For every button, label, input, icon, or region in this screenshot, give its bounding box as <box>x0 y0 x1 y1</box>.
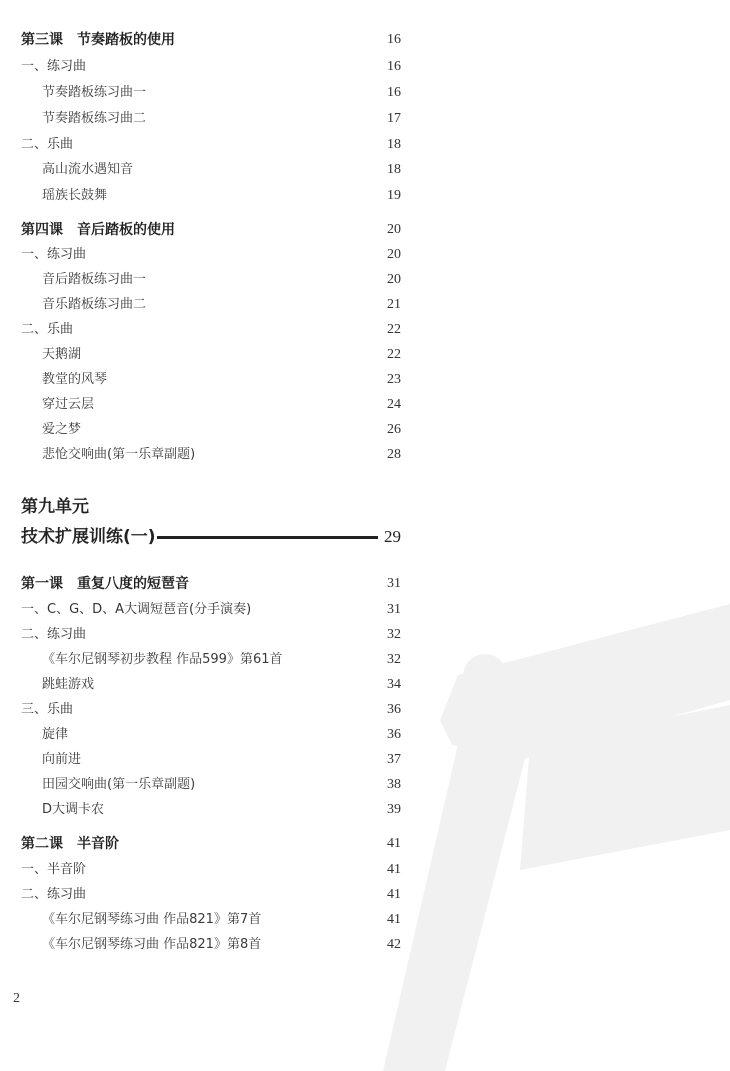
toc-label: 音乐踏板练习曲二 <box>42 297 147 312</box>
toc-label: 二、练习曲 <box>21 627 87 642</box>
toc-item-row[interactable] <box>0 184 730 208</box>
toc-label: 向前进 <box>42 752 82 767</box>
toc-label: 穿过云层 <box>42 397 95 412</box>
toc-page-number: 31 <box>387 602 401 617</box>
toc-label: 高山流水遇知音 <box>42 162 134 177</box>
toc-page-number: 31 <box>387 576 401 591</box>
toc-page-number: 16 <box>387 85 401 100</box>
toc-page-number: 32 <box>387 627 401 642</box>
toc-label: 一、练习曲 <box>21 247 87 262</box>
toc-page-number: 26 <box>387 422 401 437</box>
toc-lesson-row[interactable] <box>0 832 730 856</box>
toc-label: 瑶族长鼓舞 <box>42 188 108 203</box>
toc-page-number: 16 <box>387 32 401 47</box>
toc-label: 旋律 <box>42 727 69 742</box>
toc-item-row[interactable] <box>0 343 730 367</box>
unit-leader-rule <box>157 536 378 539</box>
toc-item-row[interactable] <box>0 368 730 392</box>
toc-label: 一、C、G、D、A大调短琶音(分手演奏) <box>21 602 252 617</box>
toc-label: 《车尔尼钢琴练习曲 作品821》第8首 <box>42 937 262 952</box>
toc-item-row[interactable] <box>0 293 730 317</box>
toc-item-row[interactable] <box>0 933 730 957</box>
toc-item-row[interactable] <box>0 393 730 417</box>
toc-item-row[interactable] <box>0 908 730 932</box>
unit-subtitle: 技术扩展训练(一) <box>21 527 156 547</box>
toc-section-row[interactable] <box>0 55 730 79</box>
toc-label: D大调卡农 <box>42 802 105 817</box>
toc-lesson-row[interactable] <box>0 28 730 52</box>
toc-page-number: 21 <box>387 297 401 312</box>
toc-label: 节奏踏板练习曲二 <box>42 111 147 126</box>
toc-page-number: 18 <box>387 137 401 152</box>
toc-section-row[interactable] <box>0 698 730 722</box>
toc-page-number: 28 <box>387 447 401 462</box>
toc-page-number: 19 <box>387 188 401 203</box>
toc-label: 音后踏板练习曲一 <box>42 272 147 287</box>
toc-page-number: 42 <box>387 937 401 952</box>
toc-lesson-row[interactable] <box>0 572 730 596</box>
toc-page-number: 16 <box>387 59 401 74</box>
toc-label: 第三课 节奏踏板的使用 <box>21 32 175 48</box>
toc-item-row[interactable] <box>0 798 730 822</box>
toc-section-row[interactable] <box>0 858 730 882</box>
toc-item-row[interactable] <box>0 723 730 747</box>
page-number: 2 <box>13 991 20 1006</box>
toc-item-row[interactable] <box>0 773 730 797</box>
toc-page-number: 22 <box>387 347 401 362</box>
toc-label: 第一课 重复八度的短琶音 <box>21 576 189 592</box>
toc-item-row[interactable] <box>0 268 730 292</box>
toc-label: 跳蛙游戏 <box>42 677 95 692</box>
toc-section-row[interactable] <box>0 598 730 622</box>
toc-label: 一、半音阶 <box>21 862 87 877</box>
toc-page-number: 20 <box>387 247 401 262</box>
toc-page-number: 18 <box>387 162 401 177</box>
toc-page-number: 20 <box>387 272 401 287</box>
toc-label: 爱之梦 <box>42 422 82 437</box>
toc-page-number: 23 <box>387 372 401 387</box>
toc-label: 一、练习曲 <box>21 59 87 74</box>
toc-page-number: 17 <box>387 111 401 126</box>
toc-section-row[interactable] <box>0 883 730 907</box>
toc-page-number: 41 <box>387 887 401 902</box>
toc-item-row[interactable] <box>0 748 730 772</box>
toc-label: 节奏踏板练习曲一 <box>42 85 147 100</box>
toc-label: 二、乐曲 <box>21 322 74 337</box>
toc-label: 《车尔尼钢琴初步教程 作品599》第61首 <box>42 652 283 667</box>
toc-label: 教堂的风琴 <box>42 372 108 387</box>
toc-page-number: 20 <box>387 222 401 237</box>
toc-item-row[interactable] <box>0 648 730 672</box>
toc-page-number: 32 <box>387 652 401 667</box>
toc-label: 《车尔尼钢琴练习曲 作品821》第7首 <box>42 912 262 927</box>
toc-section-row[interactable] <box>0 318 730 342</box>
toc-page-number: 37 <box>387 752 401 767</box>
toc-label: 天鹅湖 <box>42 347 82 362</box>
unit-page-number: 29 <box>384 527 401 546</box>
toc-item-row[interactable] <box>0 158 730 182</box>
toc-page-number: 41 <box>387 912 401 927</box>
toc-item-row[interactable] <box>0 107 730 131</box>
toc-label: 三、乐曲 <box>21 702 74 717</box>
toc-section-row[interactable] <box>0 133 730 157</box>
unit-subtitle-row[interactable] <box>0 523 730 551</box>
toc-page-number: 34 <box>387 677 401 692</box>
toc-item-row[interactable] <box>0 418 730 442</box>
toc-label: 第二课 半音阶 <box>21 836 119 852</box>
toc-item-row[interactable] <box>0 81 730 105</box>
toc-lesson-row[interactable] <box>0 218 730 242</box>
toc-page-number: 38 <box>387 777 401 792</box>
toc-label: 田园交响曲(第一乐章副题) <box>42 777 196 792</box>
toc-page-number: 22 <box>387 322 401 337</box>
toc-page-number: 39 <box>387 802 401 817</box>
toc-section-row[interactable] <box>0 623 730 647</box>
toc-page-number: 41 <box>387 862 401 877</box>
toc-label: 悲怆交响曲(第一乐章副题) <box>42 447 196 462</box>
toc-page-number: 36 <box>387 727 401 742</box>
toc-label: 二、练习曲 <box>21 887 87 902</box>
unit-title: 第九单元 <box>21 497 89 517</box>
toc-label: 二、乐曲 <box>21 137 74 152</box>
toc-item-row[interactable] <box>0 673 730 697</box>
toc-page-number: 41 <box>387 836 401 851</box>
toc-label: 第四课 音后踏板的使用 <box>21 222 175 238</box>
toc-section-row[interactable] <box>0 243 730 267</box>
toc-page-number: 24 <box>387 397 401 412</box>
toc-page-number: 36 <box>387 702 401 717</box>
toc-item-row[interactable] <box>0 443 730 467</box>
